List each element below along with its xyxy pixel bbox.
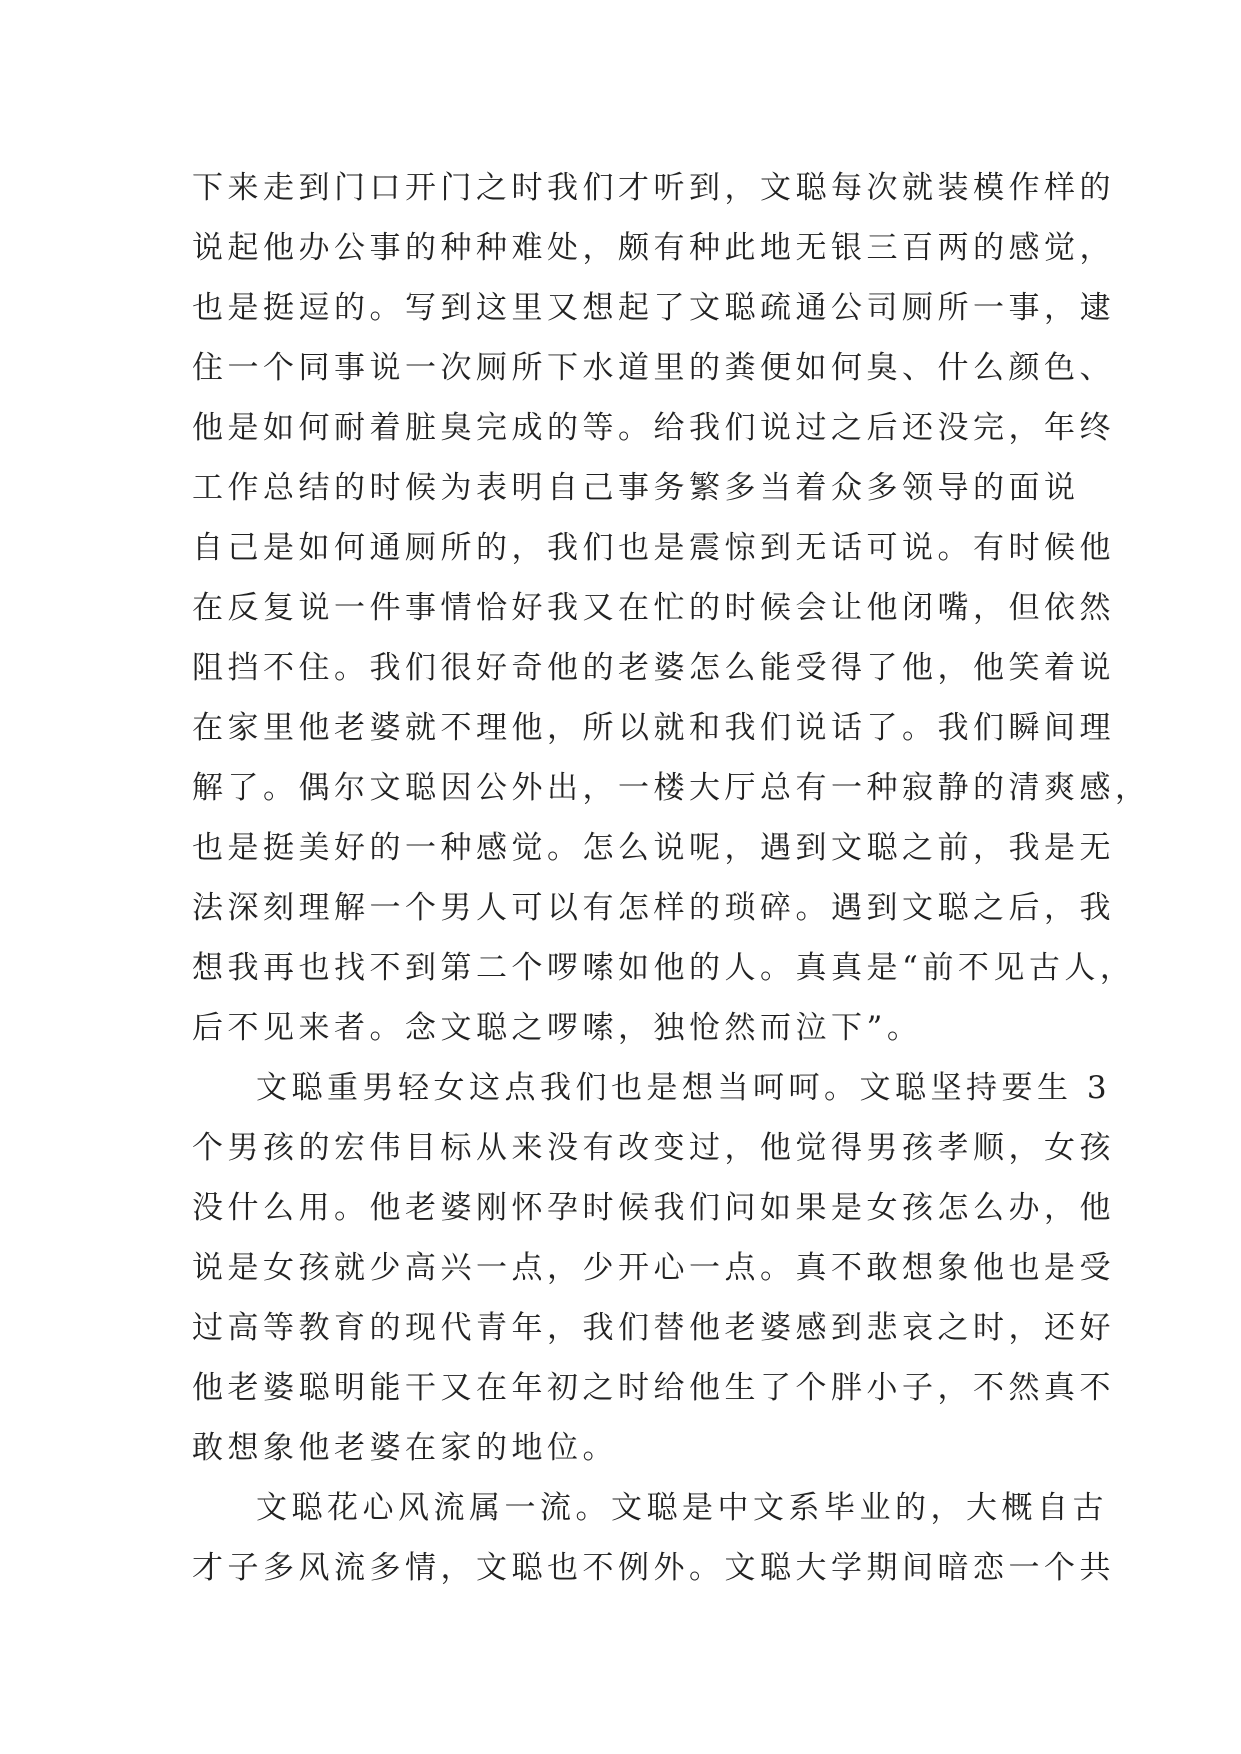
text-line: 也是挺美好的一种感觉。怎么说呢，遇到文聪之前，我是无 bbox=[192, 830, 1115, 866]
text-line: 工作总结的时候为表明自己事务繁多当着众多领导的面说 bbox=[192, 470, 1080, 506]
text-line: 后不见来者。念文聪之啰嗦，独怆然而泣下”。 bbox=[192, 1010, 923, 1046]
text-line: 敢想象他老婆在家的地位。 bbox=[192, 1430, 618, 1466]
text-line: 也是挺逗的。写到这里又想起了文聪疏通公司厕所一事，逮 bbox=[192, 290, 1115, 326]
text-line: 没什么用。他老婆刚怀孕时候我们问如果是女孩怎么办，他 bbox=[192, 1190, 1115, 1226]
text-line: 想我再也找不到第二个啰嗦如他的人。真真是“前不见古人， bbox=[192, 950, 1136, 986]
paragraph-start-line: 文聪重男轻女这点我们也是想当呵呵。文聪坚持要生 3 bbox=[256, 1070, 1112, 1106]
text-line: 阻挡不住。我们很好奇他的老婆怎么能受得了他，他笑着说 bbox=[192, 650, 1115, 686]
text-line: 才子多风流多情，文聪也不例外。文聪大学期间暗恋一个共 bbox=[192, 1550, 1115, 1586]
text-line: 他是如何耐着脏臭完成的等。给我们说过之后还没完，年终 bbox=[192, 410, 1115, 446]
text-line: 法深刻理解一个男人可以有怎样的琐碎。遇到文聪之后，我 bbox=[192, 890, 1115, 926]
text-line: 自己是如何通厕所的，我们也是震惊到无话可说。有时候他 bbox=[192, 530, 1115, 566]
body-text bbox=[192, 158, 1151, 1598]
text-line: 个男孩的宏伟目标从来没有改变过，他觉得男孩孝顺，女孩 bbox=[192, 1130, 1115, 1166]
text-line: 说起他办公事的种种难处，颇有种此地无银三百两的感觉， bbox=[192, 230, 1115, 266]
text-line: 住一个同事说一次厕所下水道里的粪便如何臭、什么颜色、 bbox=[192, 350, 1115, 386]
text-line: 下来走到门口开门之时我们才听到，文聪每次就装模作样的 bbox=[192, 170, 1115, 206]
text-line: 说是女孩就少高兴一点，少开心一点。真不敢想象他也是受 bbox=[192, 1250, 1115, 1286]
text-line: 过高等教育的现代青年，我们替他老婆感到悲哀之时，还好 bbox=[192, 1310, 1115, 1346]
text-line: 在家里他老婆就不理他，所以就和我们说话了。我们瞬间理 bbox=[192, 710, 1115, 746]
paragraph-start-line: 文聪花心风流属一流。文聪是中文系毕业的，大概自古 bbox=[256, 1490, 1108, 1526]
text-line: 解了。偶尔文聪因公外出，一楼大厅总有一种寂静的清爽感， bbox=[192, 770, 1151, 806]
text-line: 在反复说一件事情恰好我又在忙的时候会让他闭嘴，但依然 bbox=[192, 590, 1115, 626]
text-line: 他老婆聪明能干又在年初之时给他生了个胖小子，不然真不 bbox=[192, 1370, 1115, 1406]
